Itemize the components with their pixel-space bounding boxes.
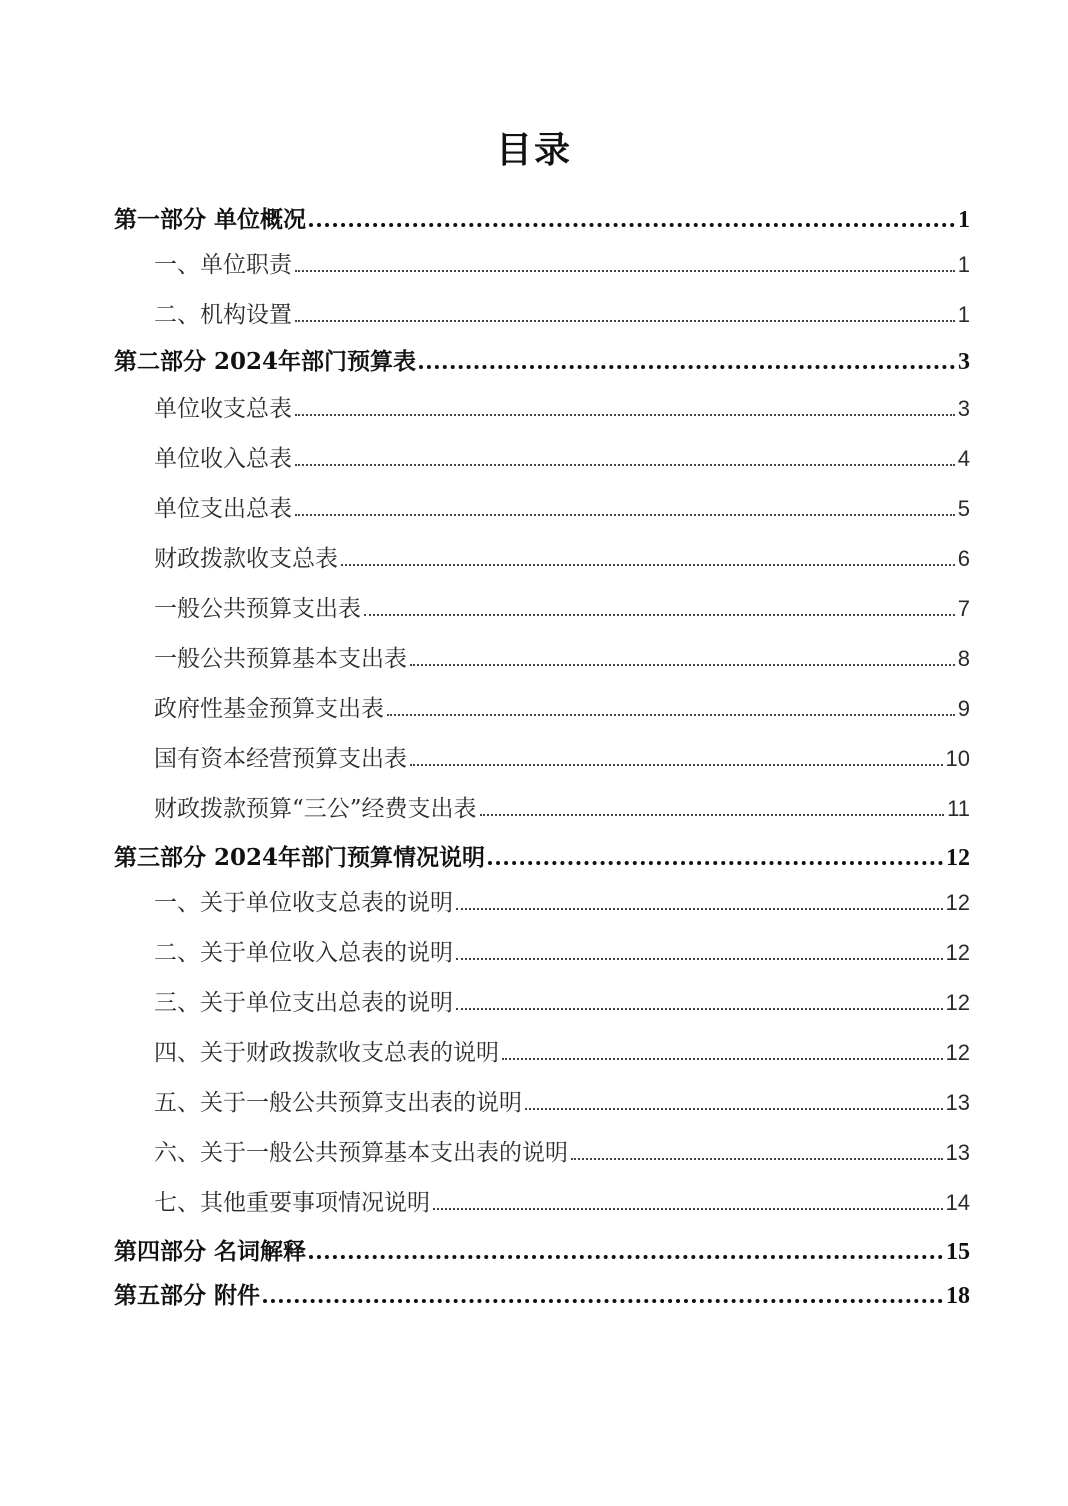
toc-entry-page: 11 [947,796,970,821]
toc-leader-dots [456,908,943,910]
toc-leader-dots [295,414,955,416]
toc-entry-label: 四、关于财政拨款收支总表的说明 [154,1040,499,1066]
toc-entry-label: 第二部分 2024年部门预算表 [114,348,417,375]
toc-entry-label: 七、其他重要事项情况说明 [154,1190,430,1216]
toc-entry-part-2[interactable] [114,337,970,377]
toc-entry-page: 14 [945,1190,970,1215]
toc-entry-label: 国有资本经营预算支出表 [154,746,407,772]
toc-entry-label: 政府性基金预算支出表 [154,696,384,722]
toc-entry[interactable] [154,1028,970,1068]
toc-entry-label: 第四部分 名词解释 [114,1238,307,1265]
toc-leader-dots [309,1255,943,1259]
toc-entry[interactable] [154,878,970,918]
toc-entry-page: 10 [945,746,970,771]
page-title: 目录 [495,129,572,171]
toc-entry-page: 13 [945,1140,970,1165]
toc-entry-page: 4 [957,446,970,471]
toc-leader-dots [410,664,955,666]
toc-entry-page: 18 [946,1283,970,1309]
toc-entry-label: 单位收支总表 [154,396,292,422]
toc-entry-page: 6 [957,546,970,571]
toc-leader-dots [456,958,943,960]
toc-entry-part-5[interactable] [114,1271,970,1311]
toc-leader-dots [263,1299,943,1303]
toc-entry[interactable] [154,1078,970,1118]
toc-leader-dots [309,223,955,227]
toc-entry[interactable] [154,684,970,724]
toc-leader-dots [456,1008,943,1010]
toc-entry-label: 二、机构设置 [154,302,292,328]
toc-leader-dots [410,764,943,766]
toc-entry-page: 7 [957,596,970,621]
toc-entry-page: 12 [945,890,970,915]
toc-entry-label: 五、关于一般公共预算支出表的说明 [154,1090,522,1116]
toc-entry[interactable] [154,384,970,424]
toc-entry-page: 1 [957,252,970,277]
toc-entry[interactable] [154,484,970,524]
toc-leader-dots [525,1108,943,1110]
toc-entry-label: 单位收入总表 [154,446,292,472]
toc-entry-page: 3 [957,396,970,421]
toc-entry-page: 12 [945,940,970,965]
toc-entry-part-4[interactable] [114,1227,970,1267]
toc-entry[interactable] [154,784,970,824]
toc-entry-page: 9 [957,696,970,721]
toc-entry-label: 三、关于单位支出总表的说明 [154,990,453,1016]
toc-entry-page: 13 [945,1090,970,1115]
toc-entry-label: 第一部分 单位概况 [114,206,307,233]
toc-leader-dots [364,614,955,616]
toc-leader-dots [341,564,955,566]
toc-entry[interactable] [154,240,970,280]
toc-entry-part-3[interactable] [114,833,970,873]
toc-entry-page: 12 [946,845,970,871]
toc-entry[interactable] [154,634,970,674]
toc-leader-dots [502,1058,943,1060]
toc-entry-label: 第五部分 附件 [114,1282,261,1309]
toc-entry-label: 一、关于单位收支总表的说明 [154,890,453,916]
toc-leader-dots [295,514,955,516]
toc-entry-page: 1 [958,207,970,233]
toc-leader-dots [480,814,945,816]
toc-entry-label: 第三部分 2024年部门预算情况说明 [114,844,486,871]
toc-entry-label: 一般公共预算支出表 [154,596,361,622]
toc-entry-part-1[interactable] [114,195,970,235]
toc-entry-label: 二、关于单位收入总表的说明 [154,940,453,966]
toc-entry-label: 单位支出总表 [154,496,292,522]
toc-leader-dots [295,464,955,466]
toc-entry[interactable] [154,434,970,474]
toc-entry-label: 一般公共预算基本支出表 [154,646,407,672]
toc-entry-page: 8 [957,646,970,671]
toc-entry-page: 5 [957,496,970,521]
toc-entry-label: 一、单位职责 [154,252,292,278]
toc-entry-label: 财政拨款预算“三公”经费支出表 [154,796,477,822]
toc-entry[interactable] [154,534,970,574]
toc-entry[interactable] [154,978,970,1018]
toc-leader-dots [433,1208,943,1210]
toc-leader-dots [295,270,955,272]
toc-entry-label: 财政拨款收支总表 [154,546,338,572]
toc-leader-dots [571,1158,943,1160]
toc-leader-dots [488,861,943,865]
toc-entry[interactable] [154,928,970,968]
toc-leader-dots [419,365,955,369]
toc-entry[interactable] [154,1128,970,1168]
toc-entry[interactable] [154,1178,970,1218]
toc-entry[interactable] [154,290,970,330]
toc-leader-dots [295,320,955,322]
toc-entry[interactable] [154,584,970,624]
toc-entry[interactable] [154,734,970,774]
toc-entry-page: 1 [957,302,970,327]
toc-entry-label: 六、关于一般公共预算基本支出表的说明 [154,1140,568,1166]
toc-entry-page: 12 [945,1040,970,1065]
toc-entry-page: 15 [946,1239,970,1265]
toc-leader-dots [387,714,955,716]
toc-entry-page: 3 [958,349,970,375]
toc-entry-page: 12 [945,990,970,1015]
